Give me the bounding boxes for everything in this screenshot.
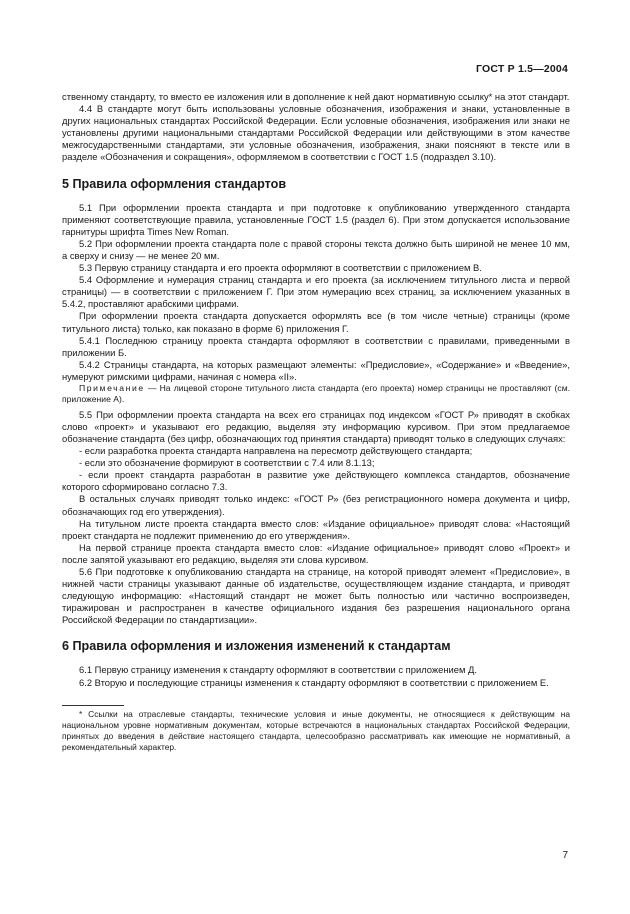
paragraph-6-1: 6.1 Первую страницу изменения к стандарту оформляют в соответствии с приложением Д. — [79, 664, 478, 676]
paragraph-5-5-title-sheet: На титульном листе проекта стандарта вместо слов: «Издание официальное» приводят слова: «Настоящий проект стандарта не подлежит применению до его утверждения». — [62, 517, 570, 541]
paragraph-5-4-draft: При оформлении проекта стандарта допускается оформлять все (в том числе четные) страницы (кроме титульного листа) только, как показано в форме 6) приложения Г. — [62, 310, 570, 334]
paragraph-4-4: 4.4 В стандарте могут быть использованы условные обозначения, изображения и знаки, установленные в других национальных стандартах Российской Федерации. Если условные обозначения, изображения или знаки не установлены другими национальными стандартами Российской Федерации или действующими в этом качестве межгосударственными стандартами, эти условные обозначения, изображения, знаки поясняют в тексте или в разделе «Обозначения и сокращения», оформляемом в соответствии с ГОСТ 1.5 (подраздел 3.10). — [62, 103, 570, 163]
paragraph-5-5-other-cases: В остальных случаях приводят только индекс: «ГОСТ Р» (без регистрационного номера документа и цифр, обозначающих год его утверждения). — [62, 493, 570, 517]
list-item-dash-1: - если разработка проекта стандарта направлена на пересмотр действующего стандарта; — [79, 445, 473, 457]
footnote-text: * Ссылки на отраслевые стандарты, технические условия и иные документы, не относящиеся к действующим на национальном уровне нормативным документам, которые встречаются в национальных стандартах Российской Федерации, принятых до введения в действие настоящего стандарта, целесообразно рассматривать как имеющие не нормативный, а рекомендательный характер. — [62, 708, 570, 752]
note — [62, 383, 570, 406]
paragraph-5-1: 5.1 При оформлении проекта стандарта и при подготовке к опубликованию утвержденного стандарта применяют соответствующие правила, установленные ГОСТ 1.5 (раздел 6). При этом допускается использование гарнитуры шрифта Times New Roman. — [62, 201, 570, 237]
note-label: Примечание — [79, 382, 145, 393]
page-number: 7 — [562, 850, 568, 861]
paragraph-5-6: 5.6 При подготовке к опубликованию стандарта на странице, на которой приводят элемент «Предисловие», в нижней части страницы указывают данные об издательстве, осуществляющем издание стандарта, и приводят следующую информацию: «Настоящий стандарт не может быть полностью или частично воспроизведен, тиражирован и распространен в качестве официального издания без разрешения национального органа Российской Федерации по стандартизации». — [62, 566, 570, 626]
list-item-dash-3: - если проект стандарта разработан в развитие уже действующего комплекса стандартов, обозначение которого сформировано согласно 7.3. — [62, 469, 570, 493]
footnote-divider — [62, 705, 124, 706]
document-code-header: ГОСТ Р 1.5—2004 — [475, 63, 568, 75]
paragraph-5-5-first-page: На первой странице проекта стандарта вместо слов: «Издание официальное» приводят слово «Проект» и после запятой указывают его редакцию, выделяя эти слова курсивом. — [62, 541, 570, 565]
section-5-heading: 5 Правила оформления стандартов — [62, 176, 287, 191]
list-item-dash-2: - если это обозначение формируют в соответствии с 7.4 или 8.1.13; — [79, 457, 375, 469]
paragraph-5-2: 5.2 При оформлении проекта стандарта поле с правой стороны текста должно быть шириной не менее 10 мм, а сверху и снизу — не менее 20 мм. — [62, 237, 570, 261]
paragraph-continuation: ственному стандарту, то вместо ее изложения или в дополнение к ней дают нормативную ссылку* на этот стандарт. — [62, 91, 570, 102]
paragraph-5-4-2: 5.4.2 Страницы стандарта, на которых размещают элементы: «Предисловие», «Содержание» и «Введение», нумеруют римскими цифрами, начиная с номера «II». — [62, 358, 570, 382]
paragraph-5-4: 5.4 Оформление и нумерация страниц стандарта и его проекта (за исключением титульного листа и первой страницы) — в соответствии с приложением Г. При этом нумерацию всех страниц, за исключением указанных в 5.4.2, проставляют арабскими цифрами. — [62, 274, 570, 310]
paragraph-6-2: 6.2 Вторую и последующие страницы изменения к стандарту оформляют в соответствии с приложением Е. — [79, 676, 549, 688]
paragraph-5-4-1: 5.4.1 Последнюю страницу проекта стандарта оформляют в соответствии с правилами, приведенными в приложении Б. — [62, 334, 570, 358]
page-content — [62, 91, 570, 753]
paragraph-5-3: 5.3 Первую страницу стандарта и его проекта оформляют в соответствии с приложением В. — [79, 262, 482, 274]
paragraph-5-5: 5.5 При оформлении проекта стандарта на всех его страницах под индексом «ГОСТ Р» приводят в скобках слово «проект» и указывают его редакцию, выделяя эту информацию курсивом. При этом предлагаемое обозначение стандарта (без цифр, обозначающих год принятия стандарта) приводят только в следующих случаях: — [62, 408, 570, 444]
note-text: — На лицевой стороне титульного листа стандарта (его проекта) номер страницы не проставляют (см. приложение А). — [62, 382, 570, 405]
section-6-heading: 6 Правила оформления и изложения изменений к стандартам — [62, 639, 451, 654]
